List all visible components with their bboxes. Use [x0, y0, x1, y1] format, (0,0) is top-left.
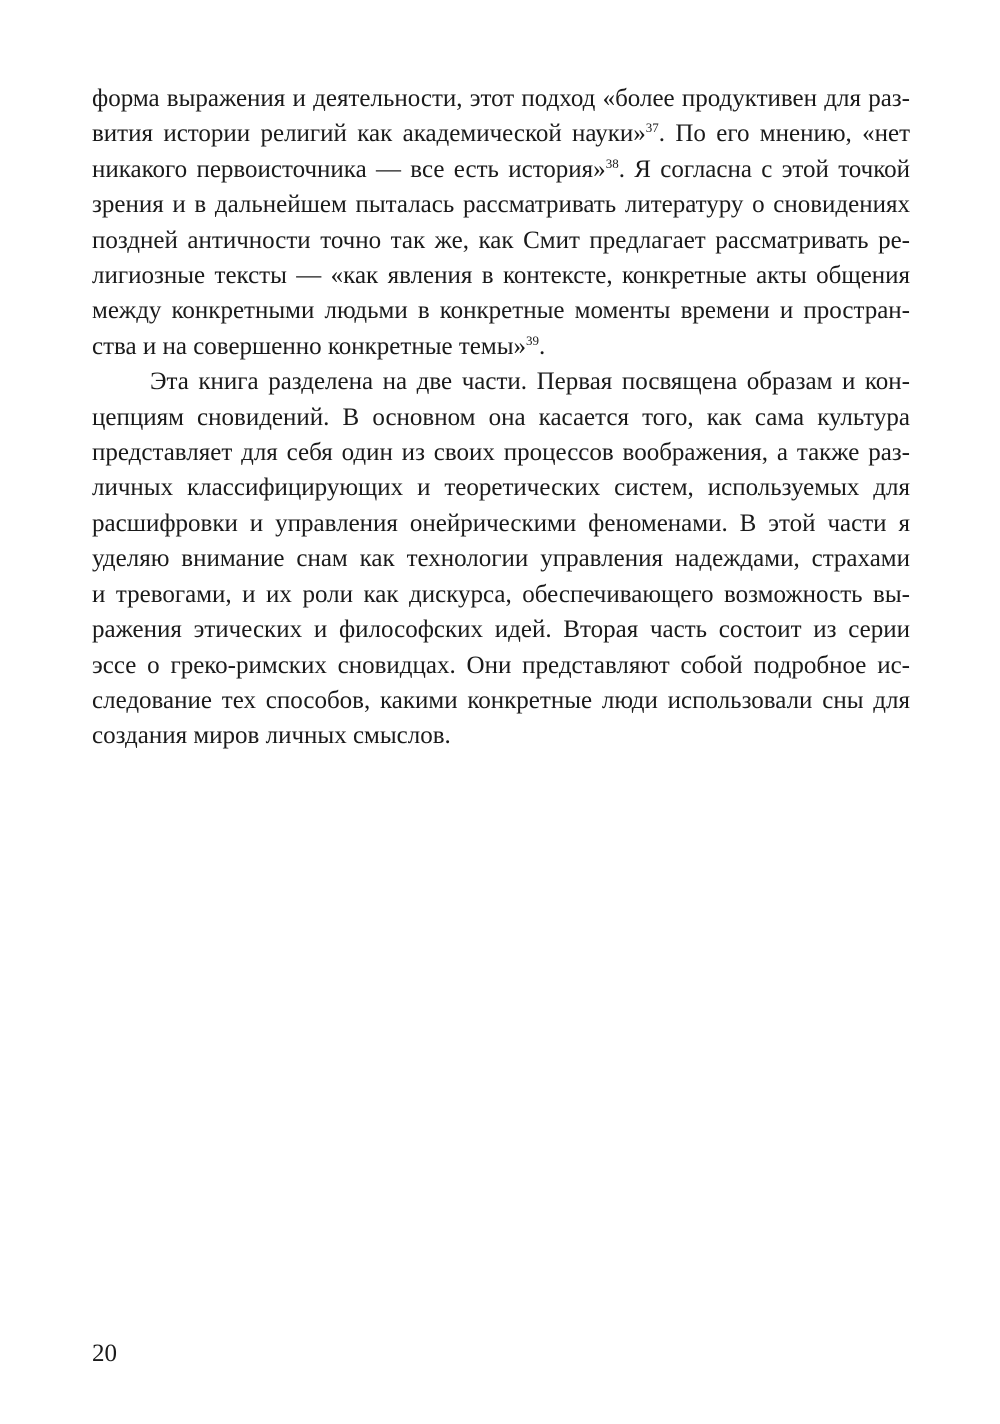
text-line: и тревогами, и их роли как дискурса, обеспечивающего возможность вы- — [92, 580, 910, 608]
text-fragment: никакого первоисточника — все есть история» — [92, 155, 606, 183]
text-line: форма выражения и деятельности, этот подход «более продуктивен для раз- — [92, 85, 910, 112]
text-line: поздней античности точно так же, как Смит предлагает рассматривать ре- — [92, 226, 910, 254]
footnote-ref-37[interactable]: 37 — [645, 120, 659, 136]
text-line: между конкретными людьми в конкретные моменты времени и простран- — [92, 297, 910, 325]
text-line: создания миров личных смыслов. — [92, 722, 451, 750]
text-fragment: ства и на совершенно конкретные темы» — [92, 332, 526, 360]
text-line: расшифровки и управления онейрическими феноменами. В этой части я — [92, 509, 910, 537]
text-line: цепциям сновидений. В основном она касается того, как сама культура — [92, 403, 910, 431]
paragraph-1 — [92, 81, 910, 364]
text-line: представляет для себя один из своих процессов воображения, а также раз- — [92, 439, 910, 467]
text-line: личных классифицирующих и теоретических систем, используемых для — [92, 474, 910, 502]
page-number: 20 — [92, 1340, 117, 1367]
text-line: лигиозные тексты — «как явления в контексте, конкретные акты общения — [92, 262, 910, 290]
footnote-ref-38[interactable]: 38 — [605, 155, 619, 171]
text-line: уделяю внимание снам как технологии управления надеждами, страхами — [92, 545, 910, 573]
text-fragment: вития истории религий как академической науки» — [92, 120, 646, 148]
text-fragment: . По его мнению, «нет — [658, 120, 910, 148]
text-line — [92, 329, 910, 364]
text-line — [92, 152, 910, 187]
text-line — [92, 116, 910, 151]
text-fragment: . Я согласна с этой точкой — [618, 155, 910, 183]
text-line: эссе о греко-римских сновидцах. Они представляют собой подробное ис- — [92, 651, 910, 679]
footnote-ref-39[interactable]: 39 — [525, 332, 539, 348]
text-line: Эта книга разделена на две части. Первая посвящена образам и кон- — [150, 368, 910, 396]
text-line: ражения этических и философских идей. Вторая часть состоит из серии — [92, 616, 910, 644]
text-line: следование тех способов, какими конкретные люди использовали сны для — [92, 686, 910, 714]
paragraph-2 — [92, 364, 910, 753]
text-fragment: . — [538, 332, 546, 360]
body-text — [92, 81, 910, 754]
text-line: зрения и в дальнейшем пыталась рассматривать литературу о сновидениях — [92, 191, 910, 219]
